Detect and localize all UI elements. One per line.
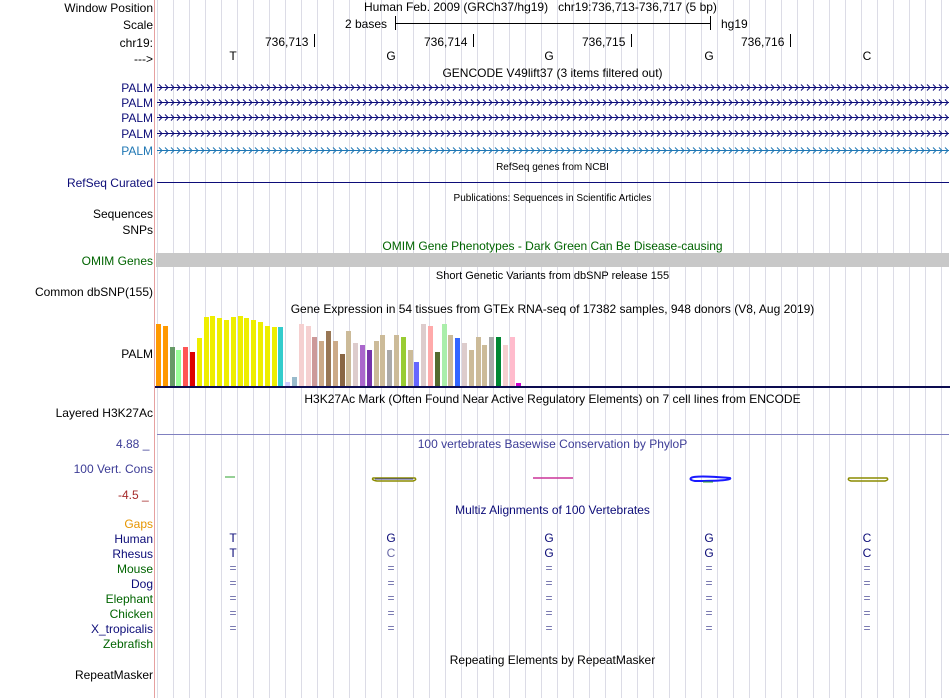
gtex-tissue-bar[interactable] <box>190 352 195 386</box>
gencode-item-label[interactable]: PALM <box>121 96 153 110</box>
gtex-tissue-bar[interactable] <box>428 326 433 386</box>
multiz-gaps-label[interactable]: Gaps <box>124 517 153 531</box>
gtex-tissue-bar[interactable] <box>482 345 487 386</box>
gtex-tissue-bar[interactable] <box>299 324 304 386</box>
chrom-label: chr19: <box>119 36 153 50</box>
scale-text: 2 bases <box>345 17 388 31</box>
h3k27ac-title: H3K27Ac Mark (Often Found Near Active Regulatory Elements) on 7 cell lines from ENCODE <box>304 392 801 406</box>
gtex-tissue-bar[interactable] <box>312 337 317 386</box>
coord-label: 736,715 <box>582 35 626 49</box>
omim-title: OMIM Gene Phenotypes - Dark Green Can Be Disease-causing <box>382 239 723 253</box>
base-letter: C <box>862 49 872 63</box>
gtex-tissue-bar[interactable] <box>435 352 440 386</box>
dbsnp-label[interactable]: Common dbSNP(155) <box>34 285 153 299</box>
phylop-min-label: -4.5 _ <box>118 488 149 502</box>
multiz-alignment-base: = <box>229 606 237 620</box>
multiz-alignment-base: = <box>387 561 395 575</box>
gtex-tissue-bar[interactable] <box>346 331 351 386</box>
gtex-tissue-bar[interactable] <box>462 343 467 386</box>
refseq-label[interactable]: RefSeq Curated <box>66 176 153 190</box>
gtex-tissue-bar[interactable] <box>292 377 297 386</box>
gtex-tissue-bar[interactable] <box>272 327 277 386</box>
multiz-alignment-base: T <box>229 546 237 560</box>
multiz-species-label[interactable]: Dog <box>130 577 153 591</box>
gtex-tissue-bar[interactable] <box>251 320 256 386</box>
gencode-transcript[interactable] <box>157 145 949 156</box>
multiz-alignment-base: = <box>545 621 553 635</box>
multiz-species-label[interactable]: Mouse <box>116 562 153 576</box>
scale-bar-right <box>710 16 711 30</box>
multiz-alignment-base: = <box>545 576 553 590</box>
gtex-bar-chart[interactable] <box>156 316 536 386</box>
base-letter: G <box>386 49 396 63</box>
gtex-tissue-bar[interactable] <box>244 318 249 386</box>
multiz-species-label[interactable]: X_tropicalis <box>90 622 153 636</box>
label-divider <box>154 0 155 698</box>
gtex-tissue-bar[interactable] <box>204 317 209 386</box>
multiz-alignment-base: = <box>229 561 237 575</box>
repeatmasker-label[interactable]: RepeatMasker <box>74 668 153 682</box>
position-text: chr19:736,713-736,717 (5 bp) <box>558 0 717 14</box>
gtex-tissue-bar[interactable] <box>387 350 392 386</box>
multiz-species-label[interactable]: Chicken <box>109 607 153 621</box>
gtex-tissue-bar[interactable] <box>360 345 365 386</box>
coord-label: 736,716 <box>741 35 785 49</box>
base-letter: G <box>704 49 714 63</box>
multiz-title: Multiz Alignments of 100 Vertebrates <box>455 503 650 517</box>
gtex-tissue-bar[interactable] <box>238 316 243 386</box>
multiz-alignment-base: = <box>863 576 871 590</box>
multiz-alignment-base: = <box>863 561 871 575</box>
multiz-alignment-base: G <box>704 531 714 545</box>
gtex-tissue-bar[interactable] <box>353 343 358 386</box>
dbsnp-title: Short Genetic Variants from dbSNP release 155 <box>435 270 670 282</box>
multiz-species-label[interactable]: Human <box>114 532 153 546</box>
multiz-alignment-base: G <box>386 531 396 545</box>
strand-label: ---> <box>134 52 153 66</box>
coord-tick <box>790 34 791 47</box>
window-position-label: Window Position <box>64 1 153 15</box>
gtex-tissue-bar[interactable] <box>421 324 426 386</box>
multiz-alignment-base: = <box>705 621 713 635</box>
phylop-signal <box>155 470 950 490</box>
gtex-tissue-bar[interactable] <box>489 337 494 386</box>
gtex-tissue-bar[interactable] <box>340 354 345 386</box>
gencode-item-label[interactable]: PALM <box>121 81 153 95</box>
coord-tick <box>314 34 315 47</box>
gtex-tissue-bar[interactable] <box>224 320 229 386</box>
gtex-tissue-bar[interactable] <box>217 318 222 386</box>
base-letter: T <box>229 49 237 63</box>
multiz-alignment-base: = <box>545 561 553 575</box>
gencode-transcript[interactable] <box>157 112 949 123</box>
gtex-tissue-bar[interactable] <box>510 337 515 386</box>
gtex-tissue-bar[interactable] <box>469 350 474 386</box>
gtex-tissue-bar[interactable] <box>170 347 175 386</box>
coord-label: 736,713 <box>265 35 309 49</box>
gencode-title: GENCODE V49lift37 (3 items filtered out) <box>442 66 663 80</box>
multiz-alignment-base: = <box>545 606 553 620</box>
gtex-tissue-bar[interactable] <box>455 338 460 386</box>
phylop-mark-g1 <box>373 478 416 481</box>
multiz-alignment-base: = <box>387 591 395 605</box>
multiz-alignment-base: = <box>229 621 237 635</box>
multiz-alignment-base: = <box>229 591 237 605</box>
phylop-max-label: 4.88 _ <box>116 437 150 451</box>
h3k27ac-label[interactable]: Layered H3K27Ac <box>55 406 153 420</box>
phylop-mark-g3 <box>691 477 731 483</box>
gtex-tissue-bar[interactable] <box>333 341 338 386</box>
multiz-alignment-base: = <box>705 606 713 620</box>
gencode-transcript[interactable] <box>157 128 949 139</box>
multiz-species-label[interactable]: Elephant <box>105 592 153 606</box>
multiz-alignment-base: G <box>704 546 714 560</box>
multiz-alignment-base: G <box>544 546 554 560</box>
gtex-baseline <box>155 386 950 388</box>
multiz-alignment-base: = <box>863 606 871 620</box>
multiz-alignment-base: = <box>387 606 395 620</box>
repeatmasker-title: Repeating Elements by RepeatMasker <box>449 653 656 667</box>
gtex-tissue-bar[interactable] <box>414 362 419 386</box>
gtex-tissue-bar[interactable] <box>380 335 385 386</box>
multiz-alignment-base: G <box>544 531 554 545</box>
refseq-title: RefSeq genes from NCBI <box>496 162 609 173</box>
multiz-alignment-base: = <box>705 576 713 590</box>
gencode-item-label[interactable]: PALM <box>121 111 153 125</box>
coord-tick <box>473 34 474 47</box>
multiz-species-label[interactable]: Zebrafish <box>102 637 153 651</box>
multiz-alignment-base: T <box>229 531 237 545</box>
gtex-tissue-bar[interactable] <box>183 347 188 386</box>
gtex-tissue-bar[interactable] <box>496 337 501 386</box>
multiz-species-label[interactable]: Rhesus <box>112 547 153 561</box>
gencode-transcript[interactable] <box>157 82 949 93</box>
assembly-name: Human Feb. 2009 (GRCh37/hg19) <box>364 0 549 14</box>
multiz-alignment-base: = <box>387 576 395 590</box>
phylop-mark-c <box>848 478 887 481</box>
gtex-tissue-bar[interactable] <box>408 350 413 386</box>
gtex-tissue-bar[interactable] <box>374 341 379 386</box>
scale-bar <box>395 23 711 24</box>
coord-tick <box>631 34 632 47</box>
gtex-tissue-bar[interactable] <box>265 326 270 386</box>
multiz-alignment-base: C <box>862 531 872 545</box>
publications-snps-label[interactable]: SNPs <box>122 223 153 237</box>
scale-label: Scale <box>122 18 153 32</box>
gencode-transcript[interactable] <box>157 97 949 108</box>
gtex-tissue-bar[interactable] <box>176 350 181 386</box>
gtex-tissue-bar[interactable] <box>503 345 508 386</box>
phylop-title: 100 vertebrates Basewise Conservation by PhyloP <box>417 437 688 451</box>
gtex-tissue-bar[interactable] <box>163 326 168 386</box>
multiz-alignment-base: C <box>386 546 396 560</box>
assembly-position[interactable] <box>364 0 717 14</box>
multiz-alignment-base: = <box>545 591 553 605</box>
refseq-gene-line[interactable] <box>157 182 949 183</box>
gtex-tissue-bar[interactable] <box>394 335 399 386</box>
gtex-tissue-bar[interactable] <box>278 327 283 386</box>
multiz-alignment-base: = <box>229 576 237 590</box>
gtex-gene-label[interactable]: PALM <box>121 347 153 361</box>
gtex-tissue-bar[interactable] <box>448 335 453 386</box>
publications-sequences-label[interactable]: Sequences <box>92 207 153 221</box>
gtex-tissue-bar[interactable] <box>476 337 481 386</box>
gtex-tissue-bar[interactable] <box>210 316 215 386</box>
multiz-alignment-base: = <box>705 561 713 575</box>
gtex-tissue-bar[interactable] <box>231 317 236 386</box>
publications-title: Publications: Sequences in Scientific Articles <box>453 193 652 204</box>
h3k27ac-signal-line <box>157 434 949 435</box>
gtex-tissue-bar[interactable] <box>319 341 324 386</box>
multiz-alignment-base: = <box>705 591 713 605</box>
coord-label: 736,714 <box>424 35 468 49</box>
multiz-alignment-base: = <box>863 591 871 605</box>
omim-gene-block[interactable] <box>156 253 949 267</box>
gtex-tissue-bar[interactable] <box>197 338 202 386</box>
gtex-tissue-bar[interactable] <box>306 326 311 386</box>
gtex-tissue-bar[interactable] <box>442 324 447 386</box>
multiz-alignment-base: = <box>863 621 871 635</box>
multiz-alignment-base: C <box>862 546 872 560</box>
gtex-tissue-bar[interactable] <box>401 337 406 386</box>
gtex-tissue-bar[interactable] <box>326 331 331 386</box>
gtex-title: Gene Expression in 54 tissues from GTEx RNA-seq of 17382 samples, 948 donors (V8, Aug 2019) <box>290 302 815 316</box>
gtex-tissue-bar[interactable] <box>367 350 372 386</box>
gtex-tissue-bar[interactable] <box>258 322 263 386</box>
gencode-item-label[interactable]: PALM <box>121 144 153 158</box>
omim-label[interactable]: OMIM Genes <box>81 254 153 268</box>
gtex-tissue-bar[interactable] <box>156 324 161 386</box>
base-letter: G <box>544 49 554 63</box>
scale-db: hg19 <box>721 17 748 31</box>
multiz-alignment-base: = <box>387 621 395 635</box>
gencode-item-label[interactable]: PALM <box>121 127 153 141</box>
phylop-label[interactable]: 100 Vert. Cons <box>73 462 153 476</box>
